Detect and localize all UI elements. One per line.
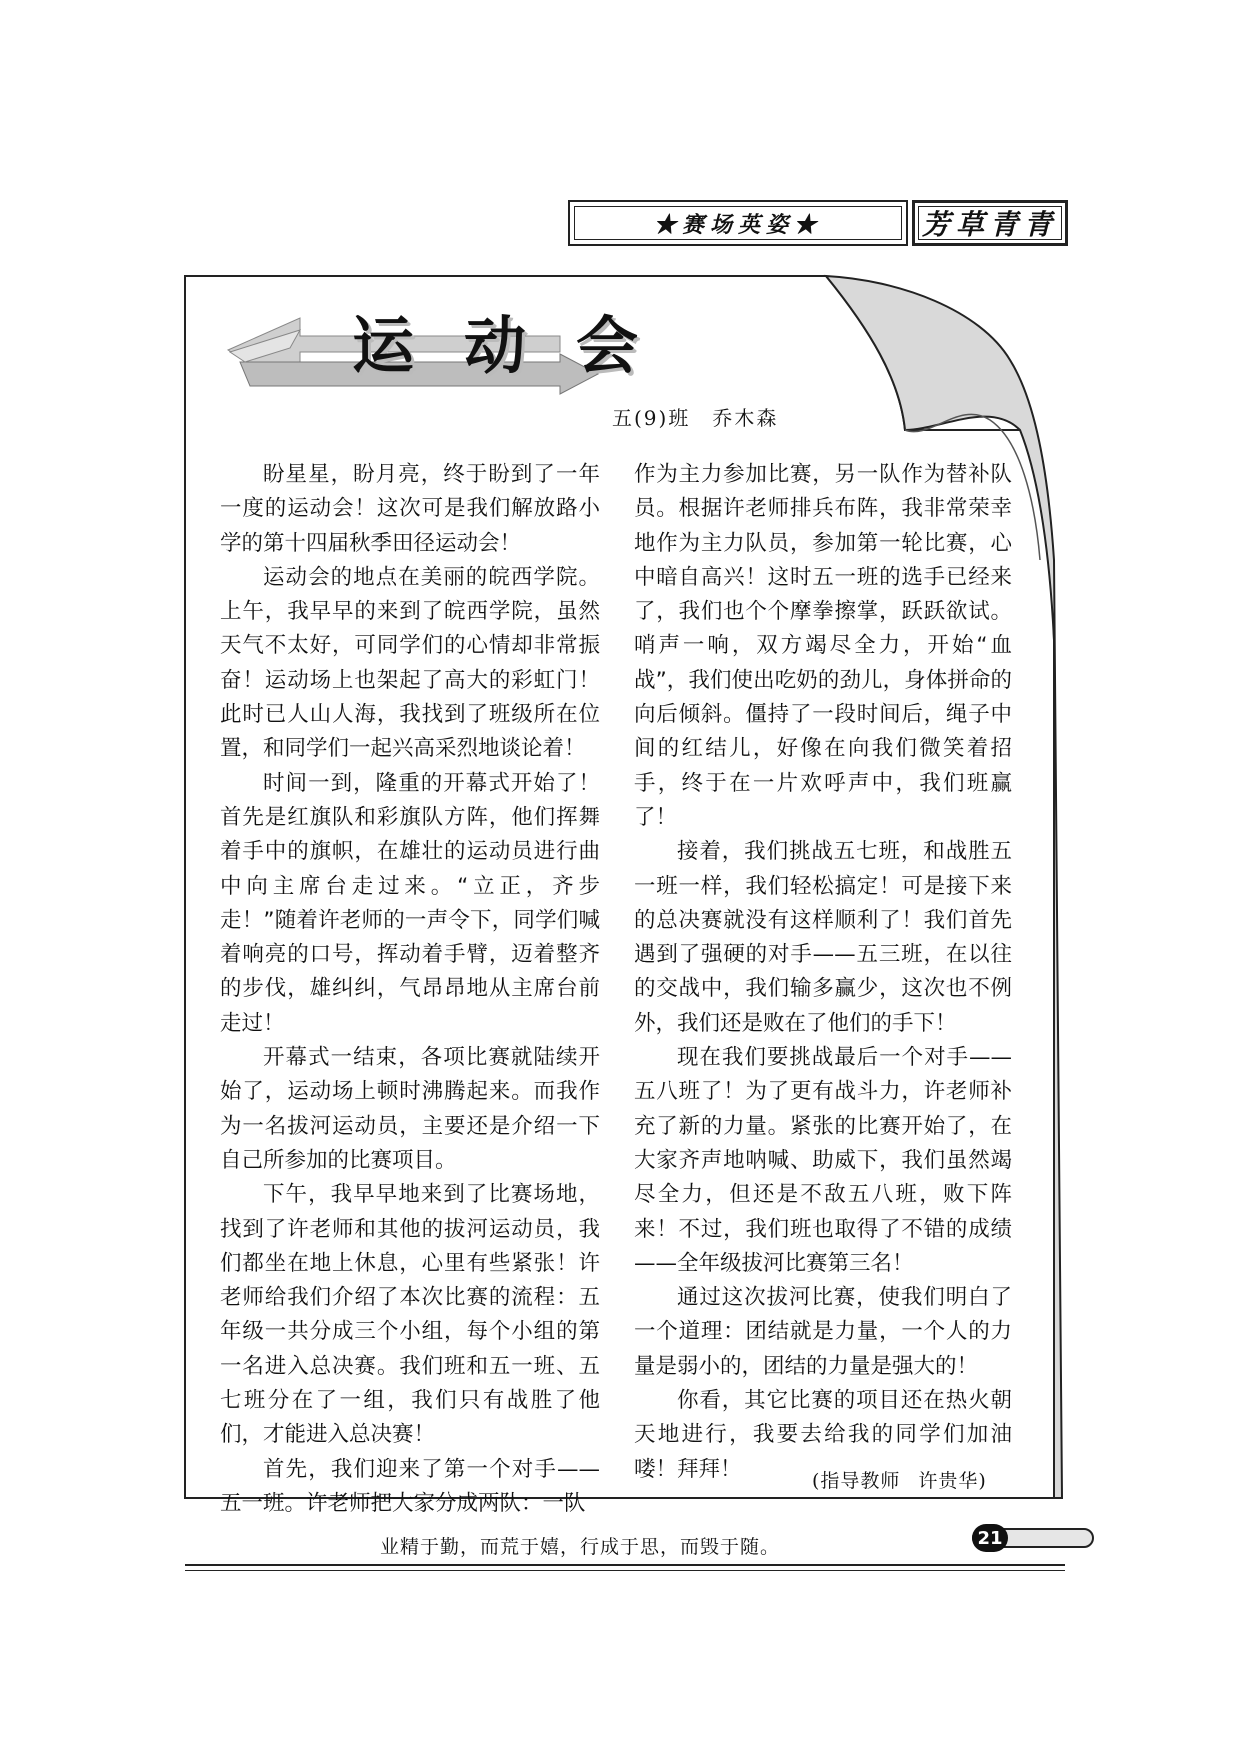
paragraph: 开幕式一结束，各项比赛就陆续开始了，运动场上顿时沸腾起来。而我作为一名拔河运动员，主要还是介绍一下自己所参加的比赛项目。 bbox=[220, 1045, 600, 1173]
instructor-label: (指导教师 bbox=[812, 1470, 901, 1492]
right-column bbox=[634, 458, 1012, 1487]
byline bbox=[612, 402, 778, 431]
paragraph: 接着，我们挑战五七班，和战胜五一班一样，我们轻松搞定！可是接下来的总决赛就没有这样顺利了！我们首先遇到了强硬的对手——五三班，在以往的交战中，我们输多赢少，这次也不例外，我们还是败在了他们的手下！ bbox=[634, 839, 1012, 1036]
section-label: ★赛场英姿★ bbox=[653, 211, 822, 238]
paragraph: 通过这次拔河比赛，使我们明白了一个道理：团结就是力量，一个人的力量是弱小的，团结的力量是强大的！ bbox=[634, 1285, 1012, 1379]
left-column bbox=[220, 458, 600, 1521]
paragraph: 现在我们要挑战最后一个对手——五八班了！为了更有战斗力，许老师补充了新的力量。紧张的比赛开始了，在大家齐声地呐喊、助威下，我们虽然竭尽全力，但还是不敌五八班，败下阵来！不过，我们班也取得了不错的成绩——全年级拔河比赛第三名！ bbox=[634, 1045, 1012, 1276]
footer-motto: 业精于勤，而荒于嬉，行成于思，而毁于随。 bbox=[380, 1536, 781, 1558]
footer-rule bbox=[185, 1564, 1065, 1566]
column-label: 芳草青青 bbox=[921, 208, 1058, 241]
paragraph: 时间一到，隆重的开幕式开始了！首先是红旗队和彩旗队方阵，他们挥舞着手中的旗帜，在雄壮的运动员进行曲中向主席台走过来。“立正，齐步走！”随着许老师的一声令下，同学们喊着响亮的口号，挥动着手臂，迈着整齐的步伐，雄纠纠，气昂昂地从主席台前走过！ bbox=[220, 770, 600, 1036]
page-number: 21 bbox=[972, 1524, 1008, 1552]
paragraph: 运动会的地点在美丽的皖西学院。上午，我早早的来到了皖西学院，虽然天气不太好，可同学们的心情却非常振奋！运动场上也架起了高大的彩虹门！此时已人山人海，我找到了班级所在位置，和同学们一起兴高采烈地谈论着！ bbox=[220, 564, 600, 762]
paragraph: 你看，其它比赛的项目还在热火朝天地进行，我要去给我的同学们加油喽！拜拜！ bbox=[634, 1388, 1012, 1482]
paragraph-continued: 作为主力参加比赛，另一队作为替补队员。根据许老师排兵布阵，我非常荣幸地作为主力队员，参加第一轮比赛，心中暗自高兴！这时五一班的选手已经来了，我们也个个摩拳擦掌，跃跃欲试。哨声一响，双方竭尽全力，开始“血战”，我们使出吃奶的劲儿，身体拼命的向后倾斜。僵持了一段时间后，绳子中间的红结儿，好像在向我们微笑着招手，终于在一片欢呼声中，我们班赢了！ bbox=[634, 462, 1012, 830]
instructor-credit bbox=[812, 1466, 987, 1493]
instructor-name: 许贵华) bbox=[918, 1470, 987, 1492]
paragraph: 下午，我早早地来到了比赛场地，找到了许老师和其他的拔河运动员，我们都坐在地上休息，心里有些紧张！许老师给我们介绍了本次比赛的流程：五年级一共分成三个小组，每个小组的第一名进入总决赛。我们班和五一班、五七班分在了一组，我们只有战胜了他们，才能进入总决赛！ bbox=[220, 1182, 600, 1448]
byline-class: 五(9)班 bbox=[612, 406, 691, 430]
byline-author: 乔木森 bbox=[712, 406, 779, 430]
page-number-badge bbox=[972, 1524, 1096, 1552]
paragraph: 首先，我们迎来了第一个对手——五一班。许老师把大家分成两队：一队 bbox=[220, 1456, 600, 1516]
paragraph: 盼星星，盼月亮，终于盼到了一年一度的运动会！这次可是我们解放路小学的第十四届秋季田径运动会！ bbox=[220, 462, 600, 556]
footer-rule bbox=[185, 1570, 1065, 1571]
article-title: 运动会 bbox=[352, 309, 689, 382]
